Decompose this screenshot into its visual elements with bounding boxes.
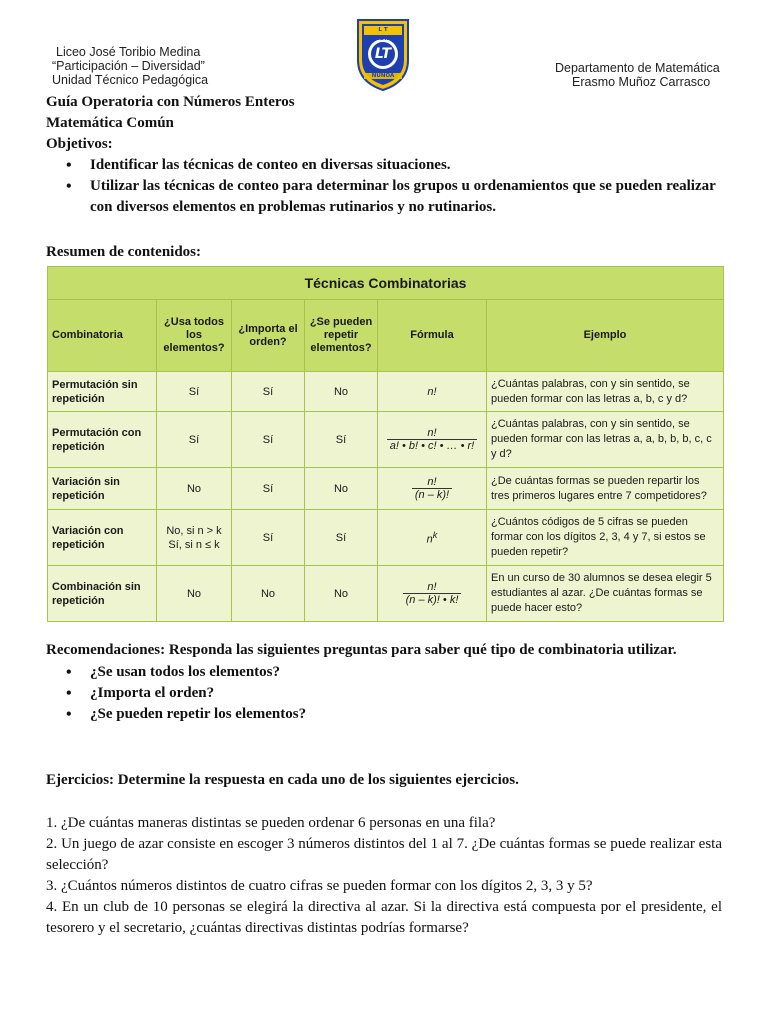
recommendation-item: • ¿Importa el orden? <box>46 683 722 704</box>
recommendations-text: Recomendaciones: Responda las siguientes preguntas para saber qué tipo de combinatoria utilizar. <box>46 642 677 658</box>
formula-base: n <box>426 533 433 546</box>
header-usa: ¿Usa todos los elementos? <box>157 300 232 372</box>
header-formula: Fórmula <box>378 300 487 372</box>
formula-fraction <box>387 427 477 452</box>
cell-ejemplo: ¿De cuántas formas se pueden repartir los tres primeros lugares entre 7 competidores? <box>487 468 724 510</box>
cell-formula <box>378 412 487 468</box>
school-motto: “Participación – Diversidad” <box>52 59 205 73</box>
formula-denominator: (n – k)! <box>414 489 450 501</box>
cell-usa: No <box>157 566 232 622</box>
cell-formula <box>378 510 487 566</box>
combinatorics-table <box>47 266 724 622</box>
exercises-list <box>46 813 722 939</box>
exercise-item: 3. ¿Cuántos números distintos de cuatro cifras se pueden formar con los dígitos 2, 3, 3 y 5? <box>46 878 593 894</box>
row-name: Variación con repetición <box>48 510 157 566</box>
logo-letters: LT <box>374 46 392 62</box>
cell-ejemplo: ¿Cuántos códigos de 5 cifras se pueden formar con los dígitos 2, 3, 4 y 7, si estos se pueden repetir? <box>487 510 724 566</box>
recommendation-item: • ¿Se pueden repetir los elementos? <box>46 704 722 725</box>
guide-title: Guía Operatoria con Números Enteros <box>46 94 295 110</box>
cell-orden: Sí <box>232 510 305 566</box>
header-orden: ¿Importa el orden? <box>232 300 305 372</box>
school-name: Liceo José Toribio Medina <box>56 45 201 59</box>
cell-orden: Sí <box>232 372 305 412</box>
cell-repite: Sí <box>305 412 378 468</box>
cell-formula <box>378 566 487 622</box>
objectives-label: Objetivos: <box>46 136 113 152</box>
teacher-name: Erasmo Muñoz Carrasco <box>572 75 711 89</box>
logo-bottom-text: ÑUÑOA <box>371 73 395 79</box>
cell-formula <box>378 468 487 510</box>
table-row <box>48 468 724 510</box>
department-name: Departamento de Matemática <box>555 61 720 75</box>
formula-numerator: n! <box>412 476 452 489</box>
summary-label: Resumen de contenidos: <box>46 244 202 260</box>
exercise-item: 1. ¿De cuántas maneras distintas se pueden ordenar 6 personas en una fila? <box>46 815 496 831</box>
cell-usa: Sí <box>157 412 232 468</box>
objectives-list <box>46 155 736 218</box>
cell-repite: No <box>305 566 378 622</box>
school-logo <box>354 16 412 92</box>
recommendations-block <box>46 640 722 725</box>
header-repite: ¿Se pueden repetir elementos? <box>305 300 378 372</box>
cell-orden: No <box>232 566 305 622</box>
cell-orden: Sí <box>232 412 305 468</box>
cell-repite: Sí <box>305 510 378 566</box>
table-row <box>48 372 724 412</box>
formula-numerator: n! <box>403 581 462 594</box>
exercise-item: 4. En un club de 10 personas se elegirá la directiva al azar. Si la directiva está compuesta por el presidente, el tesorero y el secretario, ¿cuántas directivas distintas podrías formarse? <box>46 899 722 936</box>
header-combinatoria: Combinatoria <box>48 300 157 372</box>
cell-usa-line: Sí, si n ≤ k <box>168 538 220 551</box>
recommendations-list <box>46 662 722 725</box>
row-name: Variación sin repetición <box>48 468 157 510</box>
table-row <box>48 566 724 622</box>
row-name: Permutación con repetición <box>48 412 157 468</box>
logo-top-text: L T MEDINA <box>370 27 396 42</box>
school-unit: Unidad Técnico Pedagógica <box>52 73 209 87</box>
cell-usa: No <box>157 468 232 510</box>
department-info <box>540 61 740 89</box>
school-info <box>52 45 252 87</box>
recommendation-item: • ¿Se usan todos los elementos? <box>46 662 722 683</box>
formula-numerator: n! <box>387 427 477 440</box>
formula-denominator: (n – k)! • k! <box>405 594 459 606</box>
row-name: Combinación sin repetición <box>48 566 157 622</box>
cell-ejemplo: En un curso de 30 alumnos se desea elegir 5 estudiantes al azar. ¿De cuántas formas se puede hacer esto? <box>487 566 724 622</box>
objective-item: • Utilizar las técnicas de conteo para determinar los grupos u ordenamientos que se pueden realizar con diversos elementos en problemas rutinarios y no rutinarios. <box>46 176 736 218</box>
cell-formula: n! <box>378 372 487 412</box>
cell-usa: Sí <box>157 372 232 412</box>
header-ejemplo: Ejemplo <box>487 300 724 372</box>
formula-exponent: k <box>432 529 438 540</box>
formula-fraction <box>412 476 452 501</box>
table-caption: Técnicas Combinatorias <box>48 267 724 300</box>
cell-ejemplo: ¿Cuántas palabras, con y sin sentido, se pueden formar con las letras a, a, b, b, b, c, c y d? <box>487 412 724 468</box>
cell-repite: No <box>305 468 378 510</box>
table-row <box>48 510 724 566</box>
table-row <box>48 412 724 468</box>
cell-orden: Sí <box>232 468 305 510</box>
exercises-heading: Ejercicios: Determine la respuesta en cada uno de los siguientes ejercicios. <box>46 772 519 788</box>
cell-usa-line: No, si n > k <box>166 524 222 537</box>
subject-title: Matemática Común <box>46 115 174 131</box>
formula-fraction <box>403 581 462 606</box>
row-name: Permutación sin repetición <box>48 372 157 412</box>
exercise-item: 2. Un juego de azar consiste en escoger 3 números distintos del 1 al 7. ¿De cuántas formas se puede realizar esta selección? <box>46 836 722 873</box>
cell-repite: No <box>305 372 378 412</box>
objective-item: • Identificar las técnicas de conteo en diversas situaciones. <box>46 155 736 176</box>
cell-ejemplo: ¿Cuántas palabras, con y sin sentido, se pueden formar con las letras a, b, c y d? <box>487 372 724 412</box>
cell-usa <box>157 510 232 566</box>
guide-title-block <box>46 92 736 218</box>
formula-denominator: a! • b! • c! • … • r! <box>389 440 475 452</box>
